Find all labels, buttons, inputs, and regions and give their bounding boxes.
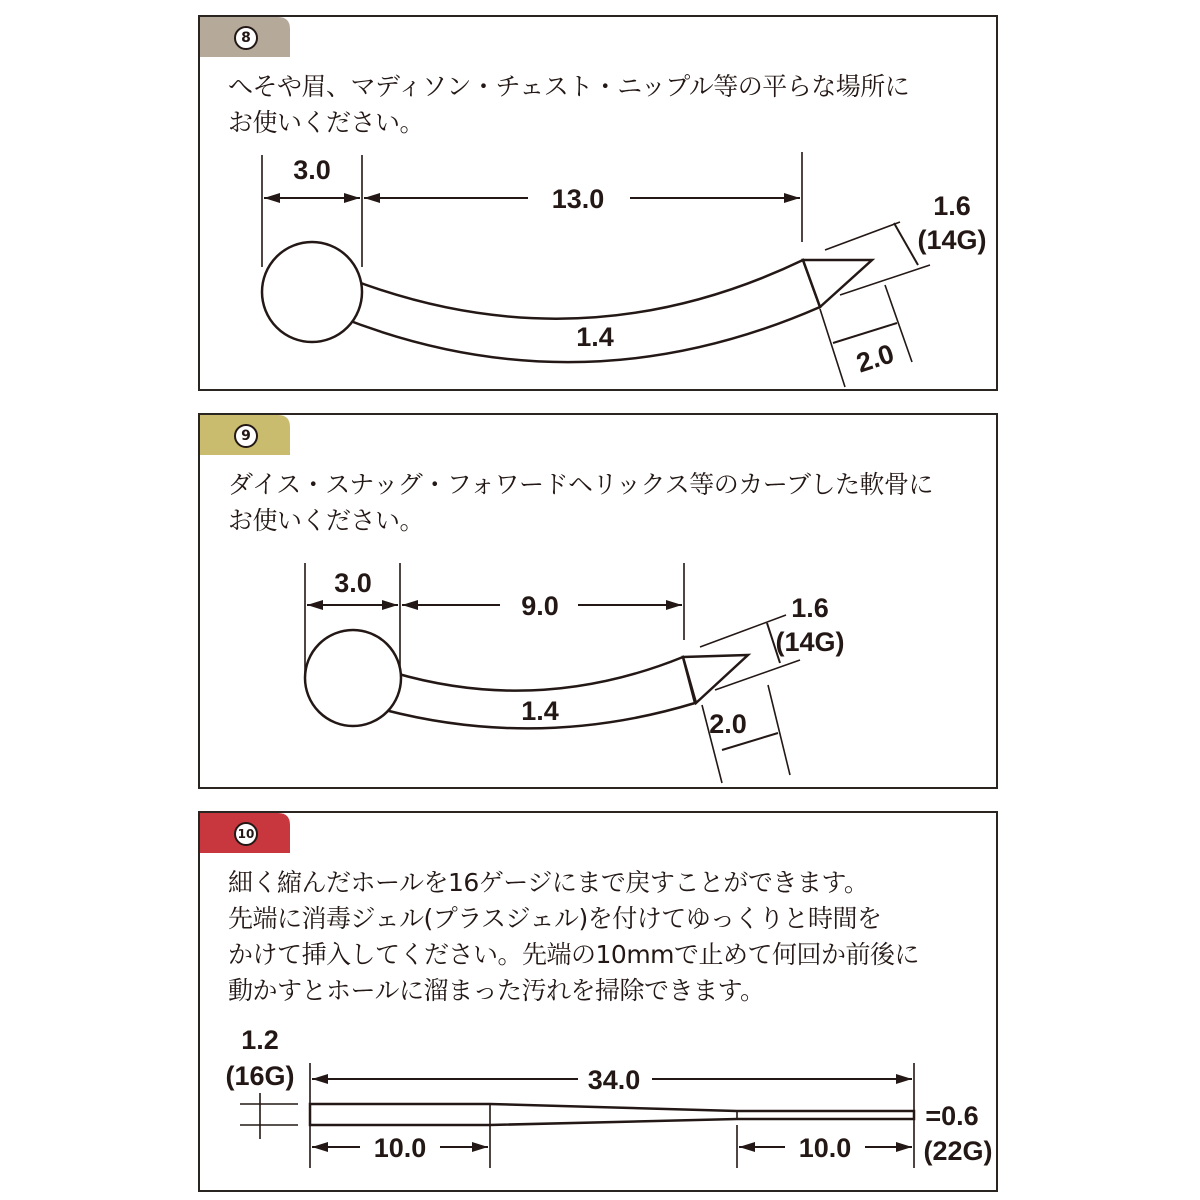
description-line: お使いください。 xyxy=(228,506,425,535)
panel-8 xyxy=(198,15,998,391)
arrowhead xyxy=(784,193,800,203)
cone-length-label: 2.0 xyxy=(852,338,898,379)
description-line: お使いください。 xyxy=(228,108,425,137)
description-line: ダイス・スナッグ・フォワードヘリックス等のカーブした軟骨に xyxy=(228,470,934,499)
arrowhead xyxy=(364,193,380,203)
description-line: 細く縮んだホールを16ゲージにまで戻すことができます。 xyxy=(228,868,869,897)
right-section-label: 10.0 xyxy=(798,1133,852,1163)
extension-line xyxy=(825,222,900,250)
total-length-label: 34.0 xyxy=(587,1065,641,1095)
curved-barbell-diagram xyxy=(200,17,996,389)
dimension-line xyxy=(894,223,918,265)
arrowhead xyxy=(344,193,360,203)
arrowhead xyxy=(896,1074,912,1084)
curved-barbell-diagram xyxy=(200,415,996,787)
gauge-g-label: (14G) xyxy=(917,225,987,255)
panel-number: 10 xyxy=(234,822,258,846)
description-line: へそや眉、マディソン・チェスト・ニップル等の平らな場所に xyxy=(228,72,910,101)
arrowhead xyxy=(264,193,280,203)
panel-number: 9 xyxy=(234,424,258,448)
extension-line xyxy=(768,685,790,775)
arrowhead xyxy=(402,600,418,610)
panel-number: 8 xyxy=(234,26,258,50)
ball-diameter-label: 3.0 xyxy=(334,568,372,598)
thick-gauge-label: 1.2 xyxy=(241,1025,279,1055)
taper-body xyxy=(310,1104,914,1125)
bar-diameter-label: 1.4 xyxy=(521,696,559,726)
ball xyxy=(262,242,362,342)
cone-length-label: 2.0 xyxy=(709,709,747,739)
left-section-label: 10.0 xyxy=(373,1133,427,1163)
panel-10 xyxy=(198,811,998,1192)
ball-diameter-label: 3.0 xyxy=(293,155,331,185)
panel-9 xyxy=(198,413,998,789)
gauge-g-label: (14G) xyxy=(775,627,845,657)
arrowhead xyxy=(666,600,682,610)
arrowhead xyxy=(307,600,323,610)
description-line: 動かすとホールに溜まった汚れを掃除できます。 xyxy=(228,976,765,1005)
thin-gauge-g-label: (22G) xyxy=(923,1136,993,1166)
bar-diameter-label: 1.4 xyxy=(576,322,614,352)
thin-gauge-label: =0.6 xyxy=(925,1101,979,1131)
extension-line xyxy=(820,309,845,387)
arrowhead xyxy=(382,600,398,610)
arrowhead xyxy=(739,1142,755,1152)
length-label: 13.0 xyxy=(551,184,605,214)
arrowhead xyxy=(312,1074,328,1084)
taper-diagram xyxy=(200,813,996,1190)
length-label: 9.0 xyxy=(521,591,559,621)
thick-gauge-g-label: (16G) xyxy=(225,1061,295,1091)
arrowhead xyxy=(472,1142,488,1152)
description-line: 先端に消毒ジェル(プラスジェル)を付けてゆっくりと時間を xyxy=(228,904,882,933)
spike-cone xyxy=(683,655,748,703)
ball xyxy=(305,630,401,726)
gauge-label: 1.6 xyxy=(933,191,971,221)
arrowhead xyxy=(896,1142,912,1152)
arrowhead xyxy=(312,1142,328,1152)
description-line: かけて挿入してください。先端の10mmで止めて何回か前後に xyxy=(228,940,920,969)
gauge-label: 1.6 xyxy=(791,593,829,623)
